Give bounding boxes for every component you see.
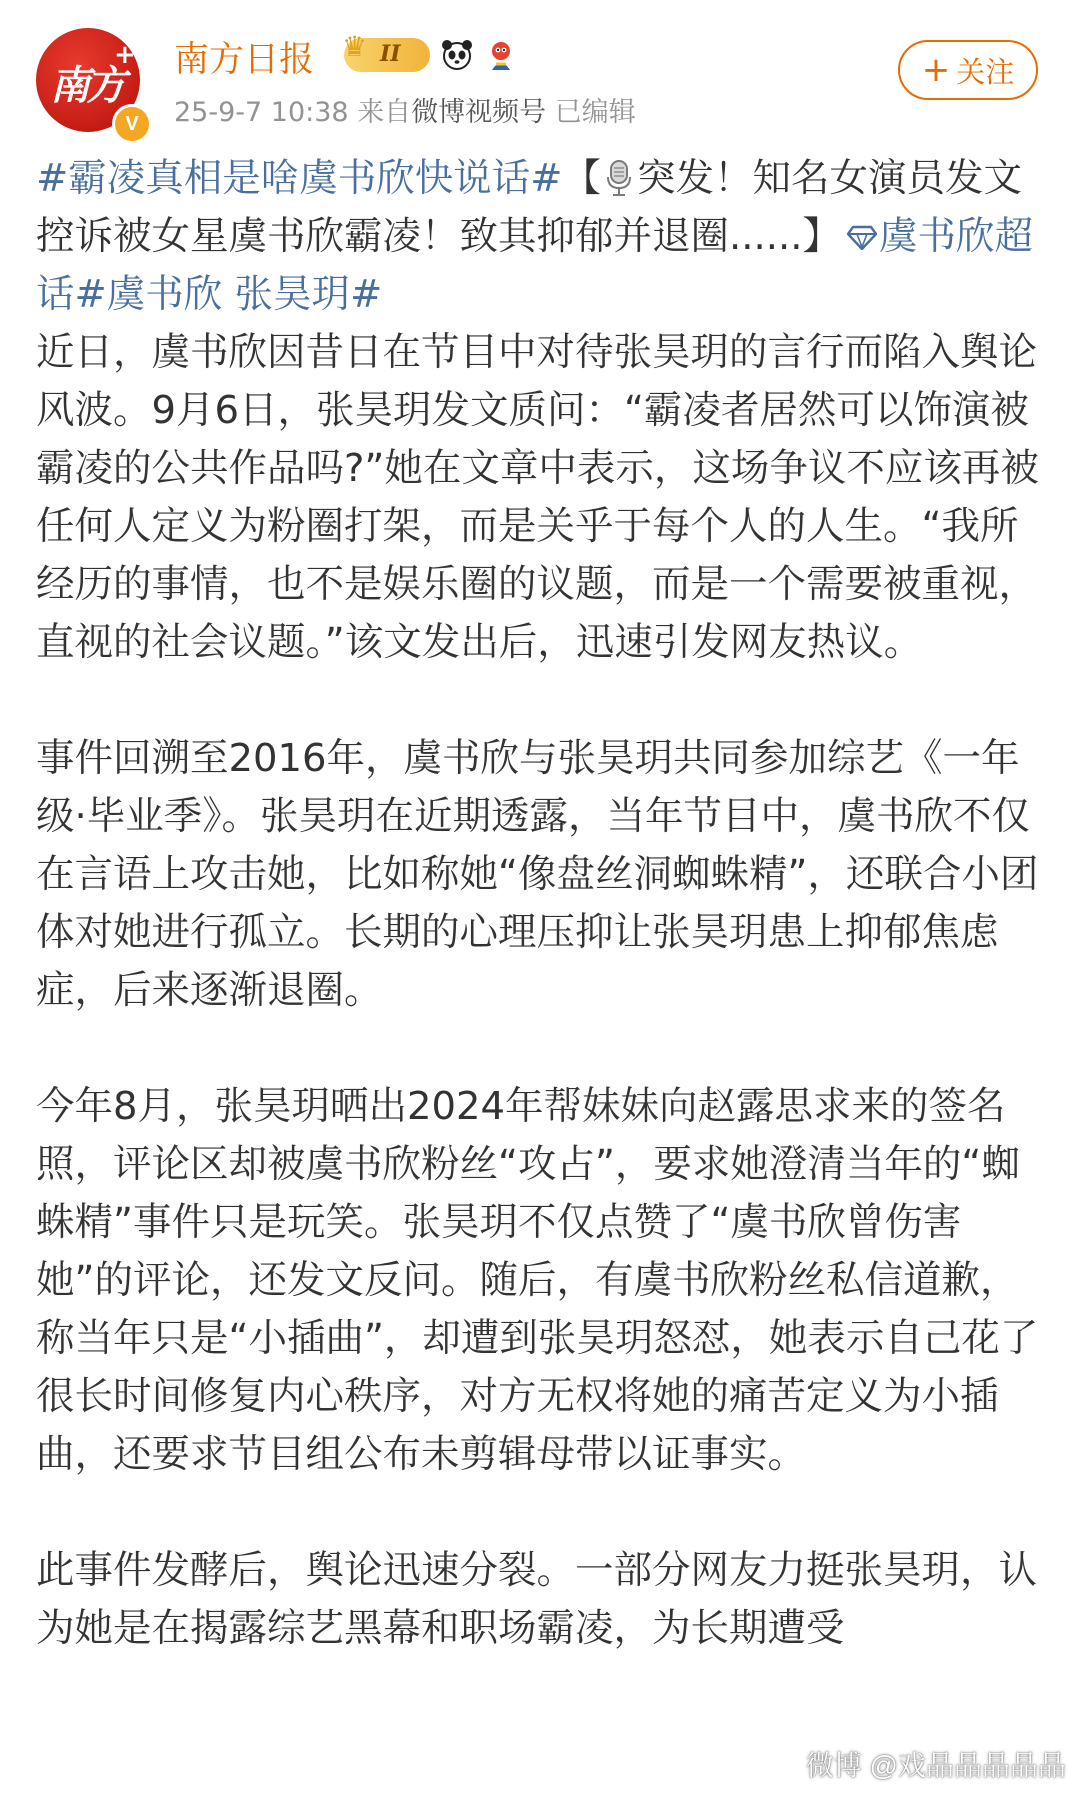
post-headline: 突发！知名女演员发文控诉被女星虞书欣霸凌！致其抑郁并退圈...... (36, 156, 1023, 259)
edited-label[interactable]: 已编辑 (554, 97, 636, 128)
avatar[interactable] (36, 28, 140, 135)
diamond-icon (847, 210, 877, 236)
follow-label: 关注 (956, 54, 1015, 89)
paragraph-4: 此事件发酵后，舆论迅速分裂。一部分网友力挺张昊玥，认为她是在揭露综艺黑幕和职场霸凌，为长期遭受 (36, 1548, 1038, 1651)
author-name[interactable]: 南方日报 (174, 40, 315, 80)
verified-icon: V (112, 104, 152, 144)
source-app-link[interactable]: 微博视频号 (411, 97, 547, 128)
post-time: 25-9-7 10:38 (174, 97, 349, 128)
post-intro (36, 150, 1046, 324)
vip-level-number: II (380, 41, 401, 67)
title-bracket-open: 【 (562, 156, 602, 201)
paragraph-spacer (36, 672, 1046, 730)
post-header (0, 0, 1080, 150)
source-prefix: 来自 (357, 97, 412, 128)
topic-link[interactable]: #虞书欣 张昊玥# (74, 272, 383, 317)
microphone-icon (605, 156, 633, 194)
post-content (36, 150, 1046, 1658)
plus-icon: + (921, 50, 951, 90)
paragraph-3: 今年8月，张昊玥晒出2024年帮妹妹向赵露思求来的签名照，评论区却被虞书欣粉丝“攻占”，要求她澄清当年的“蜘蛛精”事件只是玩笑。张昊玥不仅点赞了“虞书欣曾伤害她”的评论，还发文反问。随后，有虞书欣粉丝私信道歉，称当年只是“小插曲”，却遭到张昊玥怒怼，她表示自己花了很长时间修复内心秩序，对方无权将她的痛苦定义为小插曲，还要求节目组公布未剪辑母带以证事实。 (36, 1084, 1039, 1477)
avatar-plus-mark: + (114, 40, 136, 70)
title-bracket-close: 】 (802, 214, 841, 259)
paragraph-spacer (36, 1020, 1046, 1078)
vip-level-badge[interactable] (342, 30, 430, 72)
paragraph-2: 事件回溯至2016年，虞书欣与张昊玥共同参加综艺《一年级·毕业季》。张昊玥在近期透露，当年节目中，虞书欣不仅在言语上攻击她，比如称她“像盘丝洞蜘蛛精”，还联合小团体对她进行孤立。长期的心理压抑让张昊玥患上抑郁焦虑症，后来逐渐退圈。 (36, 736, 1039, 1013)
weibo-watermark: 微博 @戏晶晶晶晶晶 (805, 1750, 1066, 1781)
post-meta (174, 90, 636, 129)
crown-icon: ♛ (342, 30, 368, 63)
paragraph-spacer (36, 1484, 1046, 1542)
panda-icon[interactable] (440, 38, 474, 72)
super-topic-link[interactable]: 虞书欣超话 (36, 214, 1033, 317)
paragraph-1: 近日，虞书欣因昔日在节目中对待张昊玥的言行而陷入舆论风波。9月6日，张昊玥发文质问：“霸凌者居然可以饰演被霸凌的公共作品吗?”她在文章中表示，这场争议不应该再被任何人定义为粉圈打架，而是关乎于每个人的人生。“我所经历的事情，也不是娱乐圈的议题，而是一个需要被重视，直视的社会议题。”该文发出后，迅速引发网友热议。 (36, 330, 1039, 665)
avatar-logo-text: 南方 (50, 62, 122, 109)
author-badges (342, 30, 518, 76)
topic-link[interactable]: #霸凌真相是啥虞书欣快说话# (36, 156, 563, 201)
follow-button[interactable] (898, 40, 1038, 100)
mascot-icon[interactable] (484, 38, 518, 72)
